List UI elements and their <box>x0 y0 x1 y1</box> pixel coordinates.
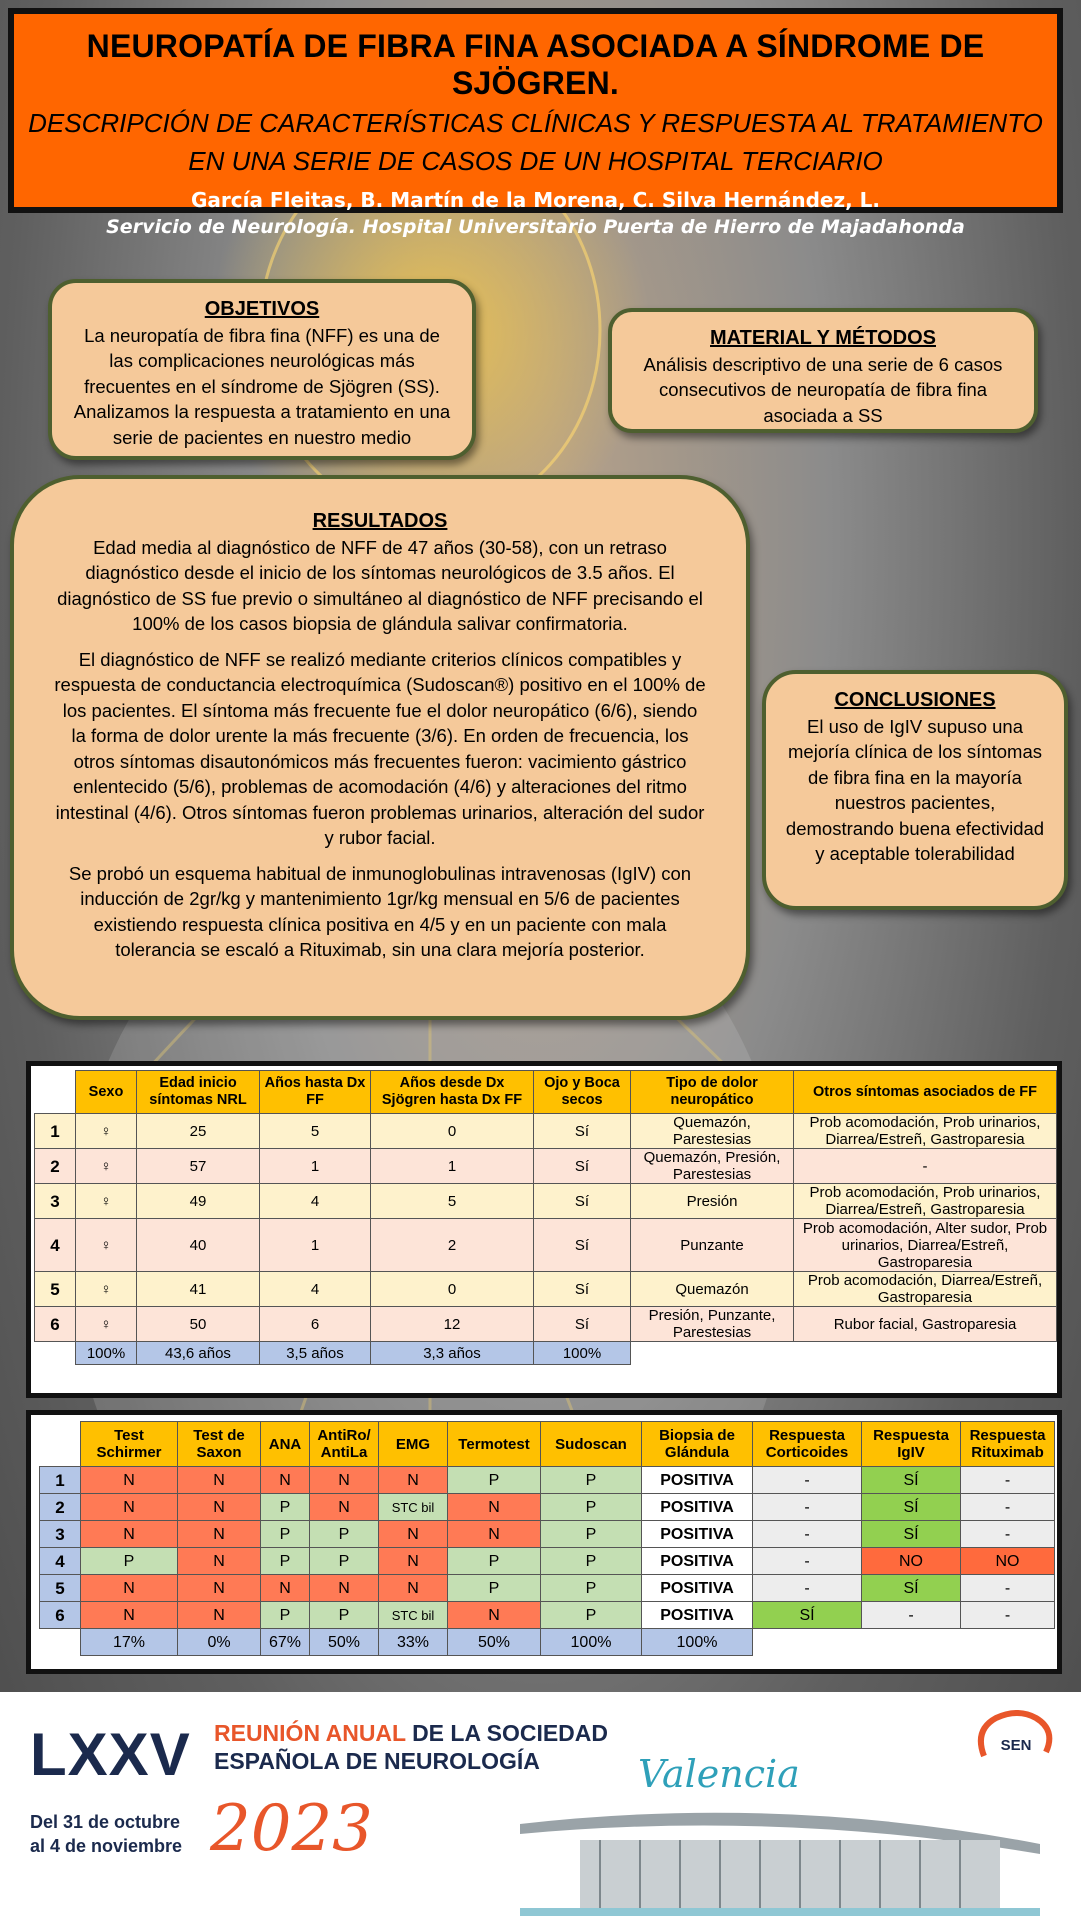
table-cell: 4 <box>260 1272 371 1307</box>
table-header: Sudoscan <box>541 1422 642 1467</box>
table-cell: ♀ <box>76 1219 137 1272</box>
table-cell: N <box>81 1467 178 1494</box>
objetivos-title: OBJETIVOS <box>204 298 320 320</box>
table-header: ANA <box>261 1422 310 1467</box>
table-cell: P <box>448 1548 541 1575</box>
row-number: 5 <box>35 1272 76 1307</box>
congress-name-line2: ESPAÑOLA DE NEUROLOGÍA <box>214 1748 540 1774</box>
table-cell: N <box>379 1548 448 1575</box>
table-cell: SÍ <box>862 1494 961 1521</box>
conclusiones-text: El uso de IgIV supuso una mejoría clínica de los síntomas de fibra fina en la mayoría nuestros pacientes, demostrando buena efectividad y aceptable tolerabilidad <box>785 715 1045 864</box>
row-number: 3 <box>35 1184 76 1219</box>
table-cell: Sí <box>534 1149 631 1184</box>
row-number: 1 <box>40 1467 81 1494</box>
table-cell: N <box>379 1521 448 1548</box>
table-cell: Quemazón, Parestesias <box>631 1114 794 1149</box>
summary-row <box>35 1342 1057 1365</box>
resultados-paragraph: El diagnóstico de NFF se realizó mediante criterios clínicos compatibles y respuesta de conductancia electroquímica (Sudoscan®) positivo en el 100% de los pacientes. El síntoma más frecuente fue el dolor neuropático (6/6), siendo la forma de dolor urente la más frecuente (3/6). En orden de frecuencia, los otros síntomas disautonómicos más frecuentes fueron: vacimiento gástrico enlentecido (5/6), problemas de acomodación (4/6) y alteraciones del ritmo intestinal (4/6). Otros síntomas fueron problemas urinarios, alteración del sudor y rubor facial. <box>54 648 706 848</box>
summary-cell: 67% <box>261 1629 310 1656</box>
table-cell: N <box>81 1575 178 1602</box>
table-row <box>35 1184 1057 1219</box>
table-header: Años hasta Dx FF <box>260 1071 371 1114</box>
summary-cell: 100% <box>541 1629 642 1656</box>
poster-title: NEUROPATÍA DE FIBRA FINA ASOCIADA A SÍNDROME DE SJÖGREN. <box>86 28 985 101</box>
resultados-paragraph: Se probó un esquema habitual de inmunoglobulinas intravenosas (IgIV) con inducción de 2gr/kg y mantenimiento 1gr/kg mensual en 5/6 de pacientes existiendo respuesta clínica positiva en 4/5 y en un paciente con mala tolerancia se escaló a Rituximab, sin una clara mejoría posterior. <box>68 862 692 960</box>
table-row <box>35 1307 1057 1342</box>
table-cell: - <box>961 1521 1055 1548</box>
congress-dates: Del 31 de octubre <box>30 1812 181 1832</box>
congress-city: Valencia <box>638 1752 800 1796</box>
sen-logo-text: SEN <box>1000 1737 1032 1754</box>
conclusiones-box <box>762 670 1068 910</box>
table-cell: STC bil <box>379 1602 448 1629</box>
congress-edition: LXXV <box>30 1721 191 1788</box>
table-cell: - <box>753 1521 862 1548</box>
table-cell: - <box>961 1575 1055 1602</box>
blank-cell <box>753 1629 862 1656</box>
table-cell: 0 <box>371 1114 534 1149</box>
table-cell: Presión <box>631 1184 794 1219</box>
congress-name-line1 <box>214 1720 608 1747</box>
table-cell: P <box>541 1467 642 1494</box>
row-number: 4 <box>35 1219 76 1272</box>
table-cell: 25 <box>137 1114 260 1149</box>
table-cell: 12 <box>371 1307 534 1342</box>
row-number: 2 <box>35 1149 76 1184</box>
table-header: EMG <box>379 1422 448 1467</box>
row-number: 6 <box>35 1307 76 1342</box>
table-cell: ♀ <box>76 1114 137 1149</box>
table-cell: P <box>261 1521 310 1548</box>
blank-cell <box>862 1629 961 1656</box>
table-cell: N <box>178 1602 261 1629</box>
table-cell: P <box>261 1494 310 1521</box>
table-cell: P <box>541 1602 642 1629</box>
table-cell: P <box>310 1602 379 1629</box>
summary-cell: 100% <box>642 1629 753 1656</box>
table-cell: P <box>541 1521 642 1548</box>
table-header: Años desde Dx Sjögren hasta Dx FF <box>371 1071 534 1114</box>
table-cell: ♀ <box>76 1272 137 1307</box>
table-cell: ♀ <box>76 1307 137 1342</box>
table-row <box>40 1521 1055 1548</box>
table-cell: NO <box>862 1548 961 1575</box>
table-cell: POSITIVA <box>642 1575 753 1602</box>
table-cell: P <box>448 1575 541 1602</box>
table-cell: Sí <box>534 1272 631 1307</box>
table-cell: POSITIVA <box>642 1467 753 1494</box>
table-header: Respuesta Corticoides <box>753 1422 862 1467</box>
table-cell: P <box>310 1548 379 1575</box>
table-header: Respuesta Rituximab <box>961 1422 1055 1467</box>
table-cell: Sí <box>534 1114 631 1149</box>
summary-row <box>40 1629 1055 1656</box>
table-cell: SÍ <box>753 1602 862 1629</box>
table-row <box>40 1548 1055 1575</box>
table-cell: P <box>81 1548 178 1575</box>
table-row <box>35 1219 1057 1272</box>
table-cell: Rubor facial, Gastroparesia <box>794 1307 1057 1342</box>
table-cell: N <box>81 1494 178 1521</box>
congress-year: 2023 <box>210 1792 373 1866</box>
resultados-title: RESULTADOS <box>312 510 448 532</box>
blank-cell <box>961 1629 1055 1656</box>
table-cell: NO <box>961 1548 1055 1575</box>
table-cell: Punzante <box>631 1219 794 1272</box>
poster-authors: García Fleitas, B. Martín de la Morena, C. Silva Hernández, L. <box>190 188 881 212</box>
table-row <box>40 1467 1055 1494</box>
table-cell: N <box>261 1575 310 1602</box>
objetivos-text: La neuropatía de fibra fina (NFF) es una de las complicaciones neurológicas más frecuentes en el síndrome de Sjögren (SS). Analizamos la respuesta a tratamiento en una serie de pacientes en nuestro medio <box>73 324 451 448</box>
table-cell: SÍ <box>862 1521 961 1548</box>
table-cell: P <box>541 1494 642 1521</box>
material-title: MATERIAL Y MÉTODOS <box>710 327 936 349</box>
tests-table-frame <box>26 1410 1062 1674</box>
summary-cell: 50% <box>310 1629 379 1656</box>
table-cell: - <box>862 1602 961 1629</box>
table-cell: N <box>81 1521 178 1548</box>
summary-cell: 33% <box>379 1629 448 1656</box>
resultados-box <box>10 475 750 1020</box>
table-cell: N <box>448 1521 541 1548</box>
table-cell: - <box>753 1494 862 1521</box>
summary-cell: 0% <box>178 1629 261 1656</box>
table-row <box>35 1149 1057 1184</box>
summary-cell: 3,3 años <box>371 1342 534 1365</box>
table-header: Sexo <box>76 1071 137 1114</box>
material-box <box>608 308 1038 433</box>
table-header: Termotest <box>448 1422 541 1467</box>
row-number: 5 <box>40 1575 81 1602</box>
table-cell: N <box>178 1548 261 1575</box>
congress-banner <box>0 1692 1081 1920</box>
table-cell: 4 <box>260 1184 371 1219</box>
table-cell: 57 <box>137 1149 260 1184</box>
table-cell: 6 <box>260 1307 371 1342</box>
table-cell: POSITIVA <box>642 1602 753 1629</box>
table-cell: POSITIVA <box>642 1494 753 1521</box>
table-row <box>35 1114 1057 1149</box>
table-header: Otros síntomas asociados de FF <box>794 1071 1057 1114</box>
table-cell: N <box>261 1467 310 1494</box>
table-cell: ♀ <box>76 1149 137 1184</box>
clinical-table <box>34 1070 1057 1365</box>
table-cell: - <box>753 1575 862 1602</box>
blank-cell <box>40 1629 81 1656</box>
table-cell: 5 <box>371 1184 534 1219</box>
table-header: Tipo de dolor neuropático <box>631 1071 794 1114</box>
conclusiones-title: CONCLUSIONES <box>834 689 996 711</box>
row-number: 6 <box>40 1602 81 1629</box>
table-header: Test de Saxon <box>178 1422 261 1467</box>
table-cell: 1 <box>260 1219 371 1272</box>
table-cell: Sí <box>534 1219 631 1272</box>
table-header: Test Schirmer <box>81 1422 178 1467</box>
table-cell: P <box>261 1602 310 1629</box>
row-number: 1 <box>35 1114 76 1149</box>
table-cell: N <box>178 1575 261 1602</box>
tests-table <box>39 1421 1055 1656</box>
table-cell: Sí <box>534 1307 631 1342</box>
table-cell: N <box>178 1467 261 1494</box>
objetivos-box <box>48 279 476 460</box>
table-header: Ojo y Boca secos <box>534 1071 631 1114</box>
table-cell: - <box>961 1602 1055 1629</box>
table-cell: Quemazón <box>631 1272 794 1307</box>
material-text: Análisis descriptivo de una serie de 6 casos consecutivos de neuropatía de fibra fina asociada a SS <box>643 353 1003 426</box>
table-cell: P <box>541 1575 642 1602</box>
table-cell: N <box>448 1494 541 1521</box>
table-cell: Prob acomodación, Diarrea/Estreñ, Gastroparesia <box>794 1272 1057 1307</box>
table-cell: 40 <box>137 1219 260 1272</box>
table-corner <box>40 1422 81 1467</box>
table-corner <box>35 1071 76 1114</box>
table-cell: P <box>261 1548 310 1575</box>
table-cell: N <box>310 1467 379 1494</box>
city-building-illustration <box>520 1804 1040 1916</box>
table-cell: SÍ <box>862 1467 961 1494</box>
sen-logo <box>970 1710 1062 1770</box>
table-cell: Prob acomodación, Prob urinarios, Diarrea/Estreñ, Gastroparesia <box>794 1114 1057 1149</box>
table-cell: N <box>448 1602 541 1629</box>
table-cell: P <box>310 1521 379 1548</box>
table-cell: - <box>961 1467 1055 1494</box>
table-cell: N <box>379 1467 448 1494</box>
table-cell: Presión, Punzante, Parestesias <box>631 1307 794 1342</box>
table-cell: Sí <box>534 1184 631 1219</box>
blank-cell <box>794 1342 1057 1365</box>
table-cell: N <box>310 1494 379 1521</box>
blank-cell <box>631 1342 794 1365</box>
table-cell: 1 <box>371 1149 534 1184</box>
table-cell: 5 <box>260 1114 371 1149</box>
table-cell: ♀ <box>76 1184 137 1219</box>
summary-cell: 17% <box>81 1629 178 1656</box>
table-cell: SÍ <box>862 1575 961 1602</box>
summary-cell: 100% <box>534 1342 631 1365</box>
table-cell: Quemazón, Presión, Parestesias <box>631 1149 794 1184</box>
summary-cell: 50% <box>448 1629 541 1656</box>
clinical-table-frame <box>26 1061 1062 1398</box>
poster-service: Servicio de Neurología. Hospital Universitario Puerta de Hierro de Majadahonda <box>106 216 965 238</box>
summary-cell: 3,5 años <box>260 1342 371 1365</box>
table-row <box>40 1575 1055 1602</box>
table-cell: N <box>178 1494 261 1521</box>
table-cell: - <box>794 1149 1057 1184</box>
congress-dates: al 4 de noviembre <box>30 1836 183 1856</box>
table-cell: - <box>961 1494 1055 1521</box>
table-cell: N <box>178 1521 261 1548</box>
table-header: AntiRo/ AntiLa <box>310 1422 379 1467</box>
table-cell: 0 <box>371 1272 534 1307</box>
table-cell: Prob acomodación, Prob urinarios, Diarrea/Estreñ, Gastroparesia <box>794 1184 1057 1219</box>
table-cell: 50 <box>137 1307 260 1342</box>
table-cell: 2 <box>371 1219 534 1272</box>
table-cell: P <box>541 1548 642 1575</box>
congress-name-part: REUNIÓN ANUAL <box>214 1720 406 1746</box>
poster-subtitle: DESCRIPCIÓN DE CARACTERÍSTICAS CLÍNICAS Y RESPUESTA AL TRATAMIENTO EN UNA SERIE DE CASOS DE UN HOSPITAL TERCIARIO <box>28 108 1043 176</box>
table-cell: POSITIVA <box>642 1521 753 1548</box>
table-cell: - <box>753 1548 862 1575</box>
summary-cell: 100% <box>76 1342 137 1365</box>
row-number: 3 <box>40 1521 81 1548</box>
poster-header <box>8 8 1063 238</box>
table-cell: STC bil <box>379 1494 448 1521</box>
table-cell: N <box>379 1575 448 1602</box>
table-row <box>40 1494 1055 1521</box>
table-cell: Prob acomodación, Alter sudor, Prob urinarios, Diarrea/Estreñ, Gastroparesia <box>794 1219 1057 1272</box>
table-header: Edad inicio síntomas NRL <box>137 1071 260 1114</box>
table-header: Biopsia de Glándula <box>642 1422 753 1467</box>
table-row <box>35 1272 1057 1307</box>
row-number: 4 <box>40 1548 81 1575</box>
summary-cell: 43,6 años <box>137 1342 260 1365</box>
row-number: 2 <box>40 1494 81 1521</box>
table-cell: 41 <box>137 1272 260 1307</box>
table-cell: POSITIVA <box>642 1548 753 1575</box>
table-row <box>40 1602 1055 1629</box>
table-header: Respuesta IgIV <box>862 1422 961 1467</box>
resultados-paragraph: Edad media al diagnóstico de NFF de 47 años (30-58), con un retraso diagnóstico desde el inicio de los síntomas neurológicos de 3.5 años. El diagnóstico de SS fue previo o simultáneo al diagnóstico de NFF precisando el 100% de los casos biopsia de glándula salivar confirmatoria. <box>57 536 703 634</box>
table-cell: N <box>81 1602 178 1629</box>
table-cell: - <box>753 1467 862 1494</box>
table-cell: 1 <box>260 1149 371 1184</box>
table-cell: N <box>310 1575 379 1602</box>
blank-cell <box>35 1342 76 1365</box>
table-cell: P <box>448 1467 541 1494</box>
congress-name-part: DE LA SOCIEDAD <box>412 1720 609 1746</box>
table-cell: 49 <box>137 1184 260 1219</box>
